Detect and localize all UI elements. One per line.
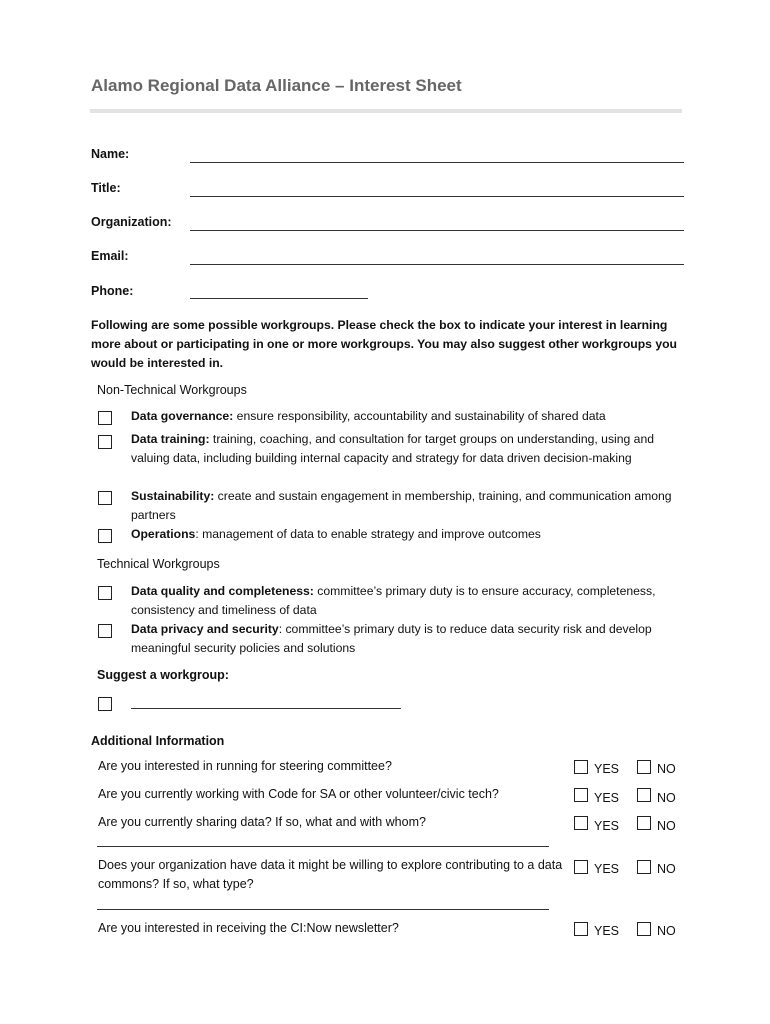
item-desc: ensure responsibility, accountability and sustainability of shared data [233,409,606,423]
yes-label: YES [594,791,620,805]
item-desc: : management of data to enable strategy and improve outcomes [195,527,541,541]
yes-label: YES [594,762,620,776]
code-for-sa-yes-checkbox[interactable] [574,788,588,802]
data-commons-answer-field[interactable] [97,909,549,910]
phone-field[interactable] [190,298,368,299]
data-commons-no-checkbox[interactable] [637,860,651,874]
no-label: NO [657,862,676,876]
suggest-checkbox[interactable] [98,697,112,711]
question-steering-committee: Are you interested in running for steering committee? [98,759,392,773]
suggest-heading: Suggest a workgroup: [97,668,229,682]
data-governance-item [131,407,691,426]
item-name: Sustainability: [131,489,215,503]
data-privacy-item [131,620,691,658]
question-sharing-data: Are you currently sharing data? If so, what and with whom? [98,815,426,829]
yes-label: YES [594,862,620,876]
data-governance-checkbox[interactable] [98,411,112,425]
item-desc: committee’s primary duty is to ensure accuracy, completeness, consistency and timeliness of data [131,584,656,617]
no-label: NO [657,819,676,833]
data-quality-item [131,582,691,620]
item-desc: create and sustain engagement in membership, training, and communication among partners [131,489,672,522]
code-for-sa-no-checkbox[interactable] [637,788,651,802]
question-newsletter: Are you interested in receiving the CI:Now newsletter? [98,921,399,935]
technical-heading: Technical Workgroups [97,557,220,571]
title-field[interactable] [190,196,684,197]
item-name: Data governance: [131,409,234,423]
sharing-data-yes-checkbox[interactable] [574,816,588,830]
data-quality-checkbox[interactable] [98,586,112,600]
page-title: Alamo Regional Data Alliance – Interest Sheet [91,76,462,95]
organization-field[interactable] [190,230,684,231]
email-label: Email: [91,249,129,263]
question-code-for-sa: Are you currently working with Code for SA or other volunteer/civic tech? [98,787,499,801]
data-training-checkbox[interactable] [98,435,112,449]
newsletter-no-checkbox[interactable] [637,922,651,936]
name-field[interactable] [190,162,684,163]
instructions-text: Following are some possible workgroups. Please check the box to indicate your interest in learning more about or participating in one or more workgroups. You may also suggest other workgroups you would be interested in. [91,318,677,370]
question-data-commons: Does your organization have data it might be willing to explore contributing to a data commons? If so, what type? [98,858,563,891]
data-privacy-checkbox[interactable] [98,624,112,638]
additional-info-heading: Additional Information [91,734,225,748]
operations-checkbox[interactable] [98,529,112,543]
newsletter-yes-checkbox[interactable] [574,922,588,936]
sharing-data-answer-field[interactable] [97,846,549,847]
no-label: NO [657,762,676,776]
suggest-workgroup-field[interactable] [131,708,401,709]
item-name: Data training: [131,432,210,446]
email-field[interactable] [190,264,684,265]
no-label: NO [657,924,676,938]
data-training-item [131,430,691,468]
item-name: Operations [131,527,196,541]
organization-label: Organization: [91,215,172,229]
sharing-data-no-checkbox[interactable] [637,816,651,830]
sustainability-checkbox[interactable] [98,491,112,505]
data-commons-yes-checkbox[interactable] [574,860,588,874]
phone-label: Phone: [91,284,134,298]
steering-yes-checkbox[interactable] [574,760,588,774]
operations-item [131,525,691,544]
item-name: Data quality and completeness: [131,584,314,598]
title-label: Title: [91,181,121,195]
no-label: NO [657,791,676,805]
item-name: Data privacy and security [131,622,279,636]
item-desc: training, coaching, and consultation for target groups on understanding, using and valuing data, including building internal capacity and strategy for data driven decision-making [131,432,655,465]
non-technical-heading: Non-Technical Workgroups [97,383,247,397]
steering-no-checkbox[interactable] [637,760,651,774]
yes-label: YES [594,819,620,833]
name-label: Name: [91,147,130,161]
title-divider [90,109,682,113]
yes-label: YES [594,924,620,938]
item-desc: : committee’s primary duty is to reduce data security risk and develop meaningful security policies and solutions [131,622,652,655]
sustainability-item [131,487,691,525]
